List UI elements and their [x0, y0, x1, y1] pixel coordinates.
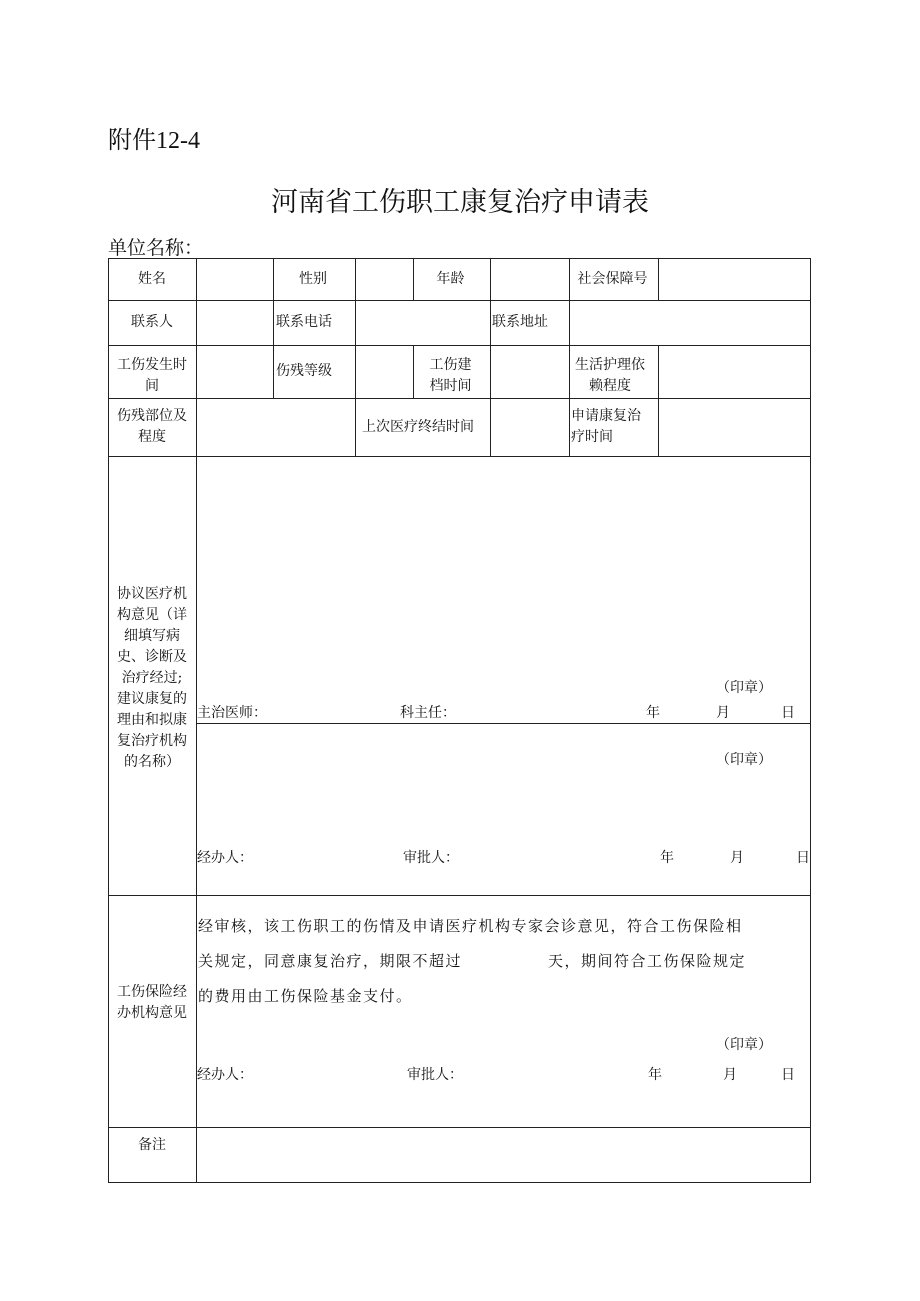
attending-doctor-label: 主治医师：	[197, 705, 267, 721]
medical-opinion-label-line: 的名称）	[124, 754, 180, 770]
medical-opinion-label-line: 理由和拟康	[117, 712, 187, 728]
ssn-field[interactable]	[659, 260, 809, 298]
injury-part-label-line: 伤残部位及	[117, 408, 187, 424]
column-divider	[490, 300, 491, 345]
review-date-year: 年	[660, 850, 674, 866]
review-date-day: 日	[796, 850, 810, 866]
medical-opinion-label-line: 治疗经过;	[121, 670, 183, 686]
apply-time-field[interactable]	[659, 400, 809, 455]
injury-time-label-line: 间	[145, 378, 159, 394]
ssn-label: 社会保障号	[577, 271, 648, 287]
medical-opinion-label-line: 建议康复的	[117, 691, 187, 707]
insurance-opinion-line	[198, 944, 810, 979]
row-divider	[109, 456, 811, 457]
unit-name-label: 单位名称：	[108, 237, 204, 259]
address-label: 联系地址	[492, 314, 548, 330]
last-treatment-label: 上次医疗终结时间	[362, 419, 474, 435]
file-time-label	[412, 355, 489, 397]
injury-time-label-line: 工伤发生时	[117, 357, 187, 373]
row-divider	[109, 1127, 811, 1128]
column-divider	[273, 345, 274, 398]
insurance-date-month: 月	[723, 1067, 737, 1083]
name-label: 姓名	[138, 271, 166, 287]
review-approver-label: 审批人：	[403, 850, 459, 866]
row-divider	[109, 345, 811, 346]
file-time-field[interactable]	[491, 347, 567, 397]
care-dependency-field[interactable]	[659, 347, 809, 397]
phone-field[interactable]	[356, 301, 488, 343]
age-label: 年龄	[436, 271, 465, 287]
insurance-seal: （印章）	[716, 1037, 772, 1053]
medical-opinion-label	[108, 584, 196, 773]
medical-seal: （印章）	[716, 680, 772, 696]
medical-opinion-label-line: 史、诊断及	[117, 649, 187, 665]
care-dependency-label-line: 赖程度	[589, 378, 631, 394]
review-field[interactable]	[198, 724, 809, 834]
address-field[interactable]	[570, 301, 809, 343]
gender-field[interactable]	[356, 260, 412, 298]
age-field[interactable]	[491, 260, 567, 298]
insurance-opinion-label-line: 办机构意见	[117, 1005, 187, 1021]
insurance-date-year: 年	[648, 1067, 662, 1083]
insurance-date-day: 日	[781, 1067, 795, 1083]
apply-time-label	[571, 406, 641, 448]
insurance-opinion-line: 经审核，该工伤职工的伤情及申请医疗机构专家会诊意见，符合工伤保险相	[198, 917, 743, 935]
medical-opinion-label-line: 协议医疗机	[117, 586, 187, 602]
column-divider	[569, 345, 570, 398]
injury-part-field[interactable]	[198, 400, 354, 455]
file-time-label-line: 档时间	[429, 378, 472, 394]
insurance-opinion-label	[108, 982, 196, 1024]
medical-opinion-label-line: 复治疗机构	[117, 733, 187, 749]
phone-label: 联系电话	[276, 314, 332, 330]
name-field[interactable]	[198, 260, 272, 298]
injury-part-label-line: 程度	[138, 429, 166, 445]
medical-opinion-label-line: 细填写病	[124, 628, 180, 644]
care-dependency-label-line: 生活护理依	[575, 357, 645, 373]
review-seal: （印章）	[716, 752, 772, 768]
medical-date-month: 月	[716, 705, 730, 721]
injury-time-field[interactable]	[198, 347, 272, 397]
insurance-opinion-line-part: 关规定，同意康复治疗，期限不超过	[198, 952, 463, 970]
injury-time-label	[108, 355, 196, 397]
medical-date-year: 年	[646, 705, 660, 721]
department-director-label: 科主任：	[400, 705, 456, 721]
contact-field[interactable]	[198, 301, 272, 343]
medical-opinion-label-line: 构意见（详	[117, 607, 187, 623]
disability-grade-field[interactable]	[356, 347, 412, 397]
apply-time-label-line: 申请康复治	[571, 408, 641, 424]
disability-grade-label: 伤残等级	[276, 363, 332, 379]
review-date-month: 月	[730, 850, 744, 866]
insurance-opinion-label-line: 工伤保险经	[117, 984, 187, 1000]
column-divider	[355, 398, 356, 456]
attachment-number: 附件12-4	[108, 128, 200, 154]
insurance-approver-label: 审批人：	[407, 1067, 463, 1083]
file-time-label-line: 工伤建	[429, 357, 472, 373]
review-handler-label: 经办人：	[197, 850, 253, 866]
care-dependency-label	[575, 355, 645, 397]
remark-label: 备注	[138, 1137, 166, 1153]
injury-part-label	[108, 406, 196, 448]
row-divider	[109, 398, 811, 399]
medical-opinion-field[interactable]	[198, 458, 809, 678]
column-divider	[273, 300, 274, 345]
insurance-opinion-text	[198, 909, 810, 1014]
remark-field[interactable]	[198, 1129, 809, 1181]
gender-label: 性别	[299, 271, 327, 287]
last-treatment-field[interactable]	[491, 400, 567, 455]
insurance-handler-label: 经办人：	[197, 1067, 253, 1083]
form-title: 河南省工伤职工康复治疗申请表	[271, 187, 649, 218]
insurance-opinion-line: 的费用由工伤保险基金支付。	[198, 987, 413, 1005]
contact-label: 联系人	[131, 314, 173, 330]
medical-date-day: 日	[781, 705, 795, 721]
row-divider	[109, 895, 811, 896]
apply-time-label-line: 疗时间	[571, 429, 613, 445]
insurance-opinion-line-part: 天，期间符合工伤保险规定	[548, 952, 747, 970]
column-divider	[569, 398, 570, 456]
